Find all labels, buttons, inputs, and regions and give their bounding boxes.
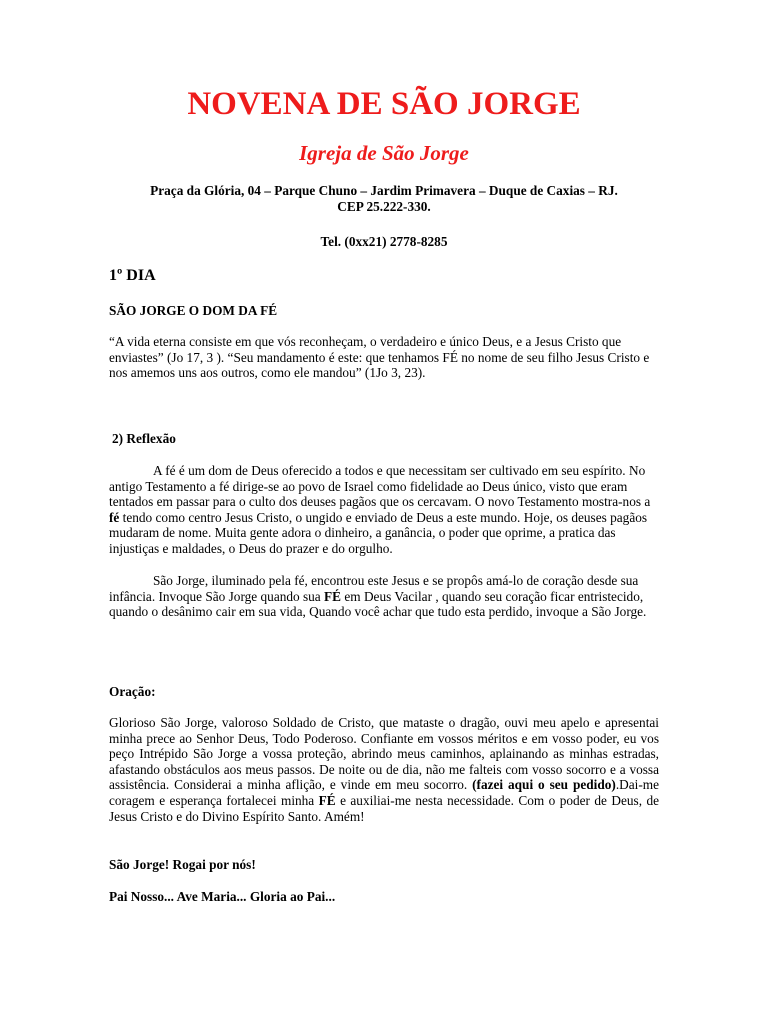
prayer-heading: Oração: [109, 684, 156, 699]
reflection-p2-text-a: São Jorge, iluminado pela fé, encontrou este Jesus e se propôs amá-lo de coração desde sua infância. Invoque São Jorge quando sua [109, 573, 639, 604]
prayer-text-a: Glorioso São Jorge, valoroso Soldado de Cristo, que mataste o dragão, ouvi meu apelo e apresentai minha prece ao Senhor Deus, Todo Poderoso. Confiante em vossos méritos e em vosso poder, eu vos peço Intrépido São Jorge a vossa proteção, abrindo meus caminhos, aplainando as minhas estradas, afastando obstáculos aos meus passos. De noite ou de dia, não me falteis com vosso socorro e a vossa assistência. Considerai a minha aflição, e vinde em meu socorro. [109, 715, 659, 793]
reflection-paragraph-1 [109, 463, 659, 557]
document-title: NOVENA DE SÃO JORGE [187, 86, 581, 122]
address-line-2: CEP 25.222-330. [337, 199, 431, 214]
section-heading-faith: SÃO JORGE O DOM DA FÉ [109, 303, 278, 318]
prayer-paragraph [109, 715, 659, 824]
scripture-quote: “A vida eterna consiste em que vós reconheçam, o verdadeiro e único Deus, e a Jesus Cristo que enviastes” (Jo 17, 3 ). “Seu mandamento é este: que tenhamos FÉ no nome de seu filho Jesus Cristo e nos amemos uns aos outros, como ele mandou” (1Jo 3, 23). [109, 334, 650, 381]
reflection-paragraph-2 [109, 573, 659, 620]
church-phone: Tel. (0xx21) 2778-8285 [320, 234, 448, 249]
reflection-p1-text-a: A fé é um dom de Deus oferecido a todos e que necessitam ser cultivado em seu espírito. No antigo Testamento a fé dirige-se ao povo de Israel como fidelidade ao Deus único, visto que eram tentados em passar para o culto dos deuses pagãos que os cercavam. O novo Testamento mostra-nos a [109, 463, 651, 510]
prayer-text-c: e auxiliai-me nesta necessidade. Com o poder de Deus, de Jesus Cristo e do Divino Espírito Santo. Amém! [109, 792, 660, 824]
closing-prayers-line: Pai Nosso... Ave Maria... Gloria ao Pai... [109, 889, 336, 904]
reflection-heading: 2) Reflexão [112, 431, 176, 446]
reflection-p2-bold: FÉ [324, 588, 342, 604]
prayer-text-b: .Dai-me coragem e esperança fortalecei minha [109, 777, 660, 808]
invocation-line: São Jorge! Rogai por nós! [109, 857, 256, 872]
reflection-p2-text-b: em Deus Vacilar , quando seu coração ficar entristecido, quando o desânimo cair em sua vida, Quando você achar que tudo esta perdido, invoque a São Jorge. [109, 588, 647, 620]
reflection-p1-bold: fé [109, 509, 120, 525]
reflection-p1-text-b: tendo como centro Jesus Cristo, o ungido e enviado de Deus a este mundo. Hoje, os deuses pagãos mudaram de nome. Muita gente adora o dinheiro, a ganância, o poder que oprime, a pratica das injustiças e maldades, o Deus do prazer e do orgulho. [109, 509, 648, 556]
day-heading: 1º DIA [109, 267, 156, 284]
church-address [109, 183, 659, 215]
prayer-faith-bold: FÉ [318, 792, 336, 808]
address-line-1: Praça da Glória, 04 – Parque Chuno – Jardim Primavera – Duque de Caxias – RJ. [150, 183, 618, 198]
prayer-request-bold: (fazei aqui o seu pedido) [472, 777, 616, 793]
church-name: Igreja de São Jorge [299, 141, 469, 165]
